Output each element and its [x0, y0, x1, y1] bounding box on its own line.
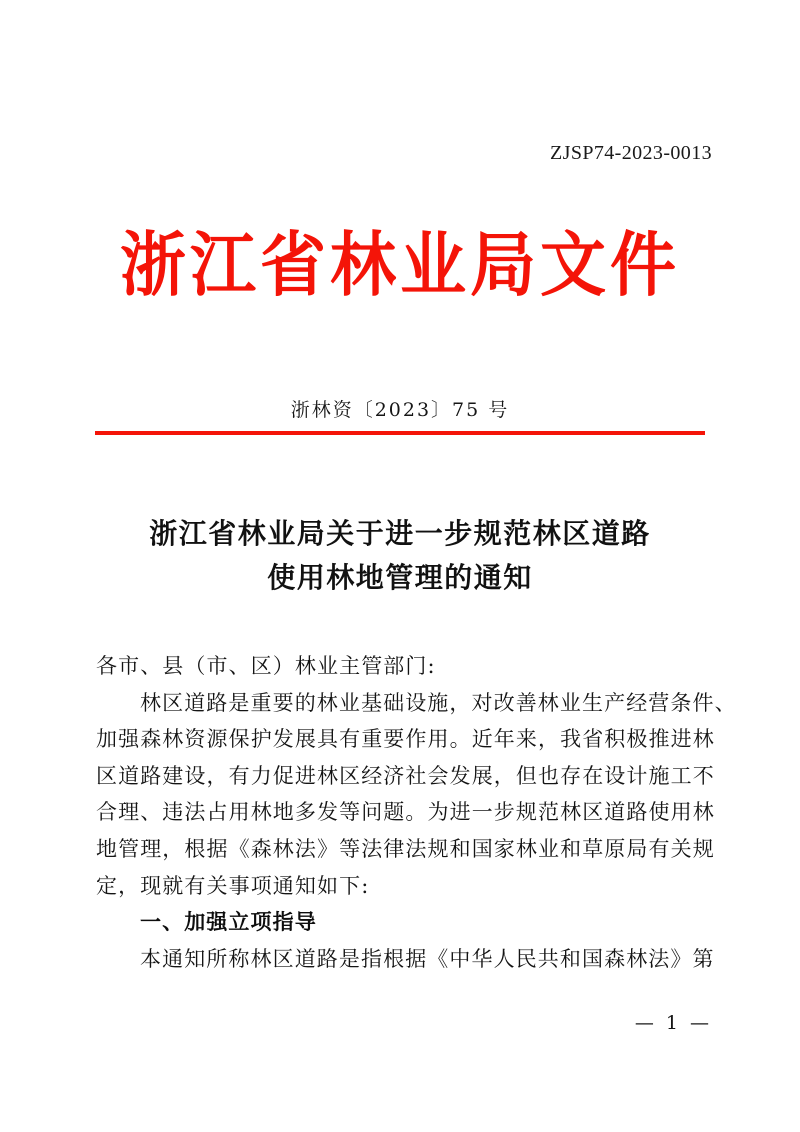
- body-paragraph-line: 地管理，根据《森林法》等法律法规和国家林业和草原局有关规: [96, 836, 715, 861]
- body-paragraph-line: 林区道路是重要的林业基础设施，对改善林业生产经营条件、: [140, 690, 737, 715]
- body-paragraph-line: 区道路建设，有力促进林区经济社会发展，但也存在设计施工不: [96, 763, 715, 788]
- masthead-title: 浙江省林业局文件: [120, 223, 680, 306]
- page-number-footer: — 1 —: [634, 1012, 712, 1034]
- addressee-line: 各市、县（市、区）林业主管部门:: [96, 654, 436, 678]
- masthead: [0, 222, 800, 306]
- document-reference-number: 浙林资〔2023〕75 号: [290, 399, 510, 421]
- document-body: [96, 648, 737, 977]
- body-paragraph-line: 本通知所称林区道路是指根据《中华人民共和国森林法》第: [140, 946, 715, 971]
- red-separator-rule: [95, 431, 705, 435]
- body-paragraph-line: 加强森林资源保护发展具有重要作用。近年来，我省积极推进林: [96, 727, 715, 752]
- page-title: [0, 512, 800, 600]
- body-paragraph-line: 定，现就有关事项通知如下:: [96, 873, 370, 898]
- document-archive-code: ZJSP74-2023-0013: [550, 142, 712, 164]
- body-paragraph-line: 合理、违法占用林地多发等问题。为进一步规范林区道路使用林: [96, 800, 715, 825]
- page-title-line-1: 浙江省林业局关于进一步规范林区道路: [149, 517, 651, 550]
- page-title-line-2: 使用林地管理的通知: [267, 561, 533, 594]
- section-heading-1: 一、加强立项指导: [140, 910, 317, 935]
